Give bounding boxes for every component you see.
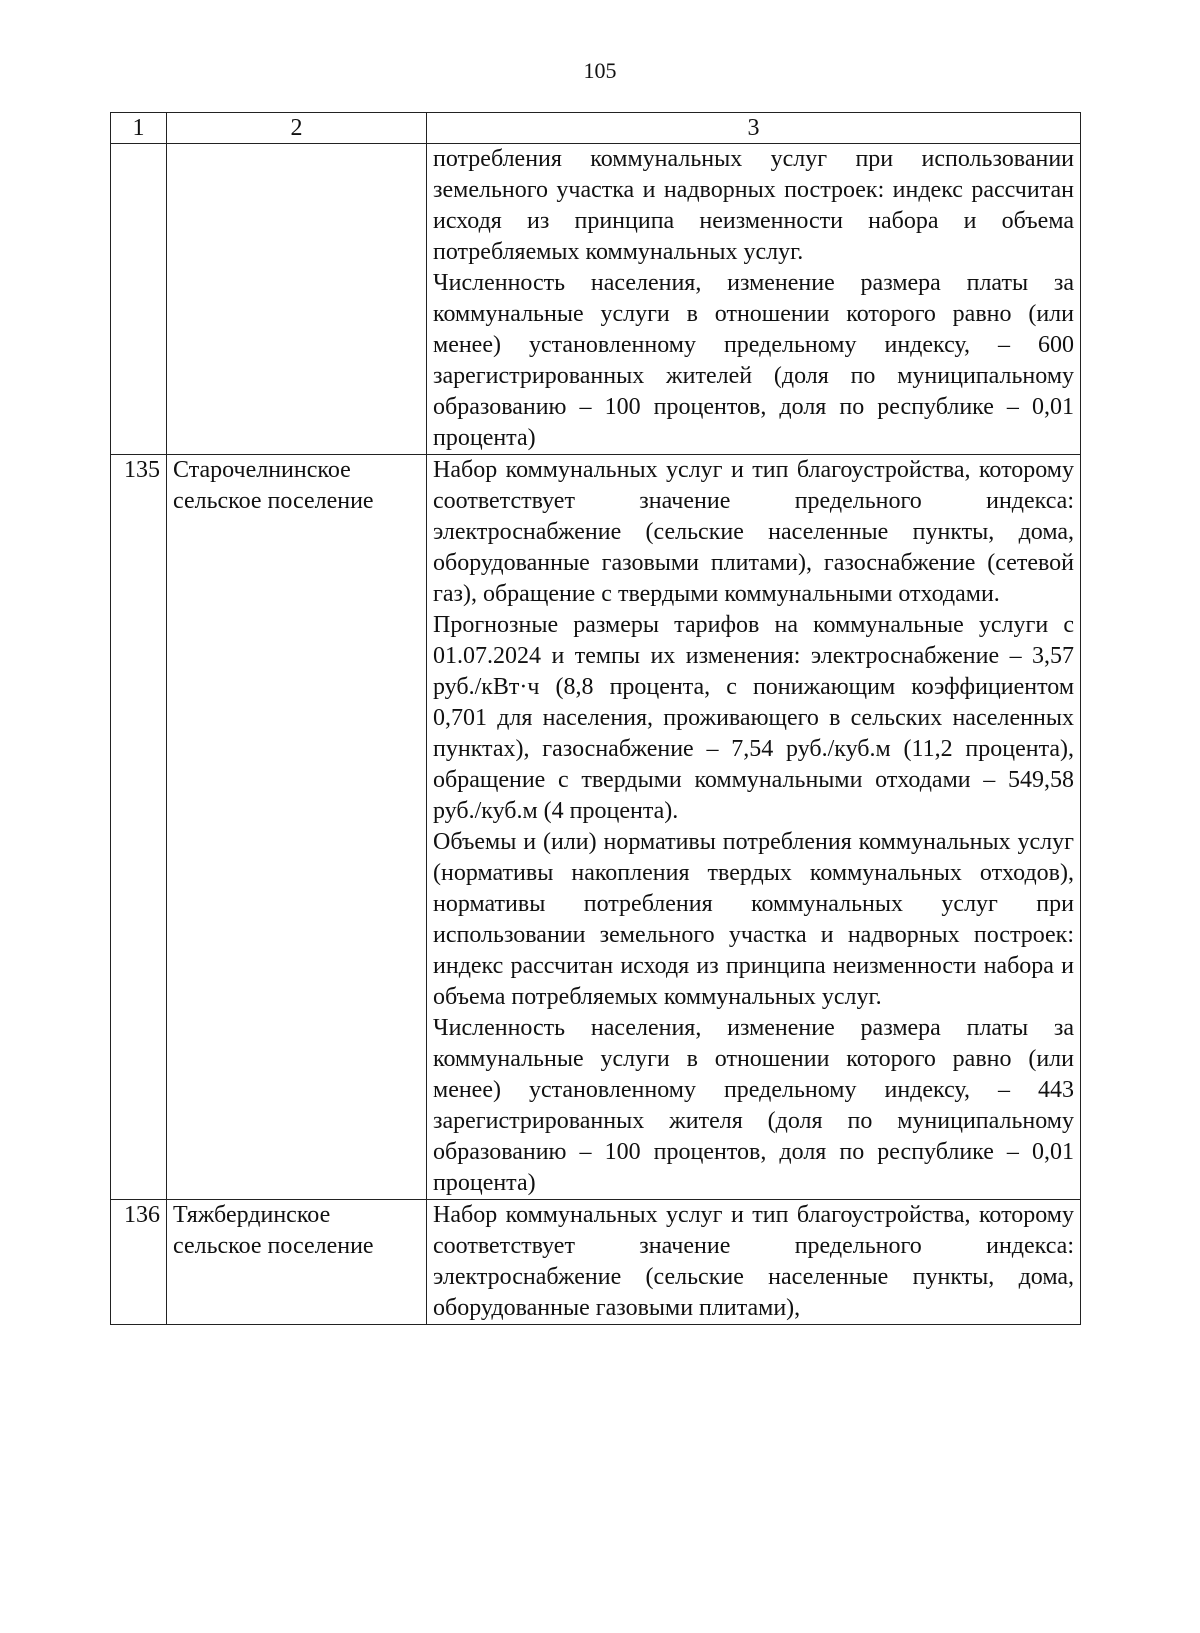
description-paragraph: Объемы и (или) нормативы потребления коммунальных услуг (нормативы накопления твердых коммунальных отходов), нормативы потребления коммунальных услуг при использовании земельного участка и надворных построек: индекс рассчитан исходя из принципа неизменности набора и объема потребляемых коммунальных услуг. — [433, 829, 1074, 1010]
row-description — [427, 1200, 1081, 1325]
settlement-name — [167, 144, 427, 455]
column-header-2: 2 — [167, 113, 427, 144]
column-header-3: 3 — [427, 113, 1081, 144]
row-number — [111, 144, 167, 455]
row-number: 136 — [111, 1200, 167, 1325]
column-header-1: 1 — [111, 113, 167, 144]
settlement-name: Тяжбердинское сельское поселение — [167, 1200, 427, 1325]
description-paragraph: Набор коммунальных услуг и тип благоустройства, которому соответствует значение предельного индекса: электроснабжение (сельские населенные пункты, дома, оборудованные газовыми плитами), газоснабжение (сетевой газ), обращение с твердыми коммунальными отходами. — [433, 457, 1074, 607]
row-description — [427, 455, 1081, 1200]
row-description — [427, 144, 1081, 455]
table-row — [111, 1200, 1081, 1325]
description-paragraph: потребления коммунальных услуг при использовании земельного участка и надворных построек: индекс рассчитан исходя из принципа неизменности набора и объема потребляемых коммунальных услуг. — [433, 146, 1074, 265]
row-number: 135 — [111, 455, 167, 1200]
table-row — [111, 455, 1081, 1200]
description-paragraph: Численность населения, изменение размера платы за коммунальные услуги в отношении которого равно (или менее) установленному предельному индексу, – 443 зарегистрированных жителя (доля по муниципальному образованию – 100 процентов, доля по республике – 0,01 процента) — [433, 1015, 1074, 1196]
page-number: 105 — [583, 58, 617, 83]
settlement-name: Старочелнинское сельское поселение — [167, 455, 427, 1200]
description-paragraph: Численность населения, изменение размера платы за коммунальные услуги в отношении которого равно (или менее) установленному предельному индексу, – 600 зарегистрированных жителей (доля по муниципальному образованию – 100 процентов, доля по республике – 0,01 процента) — [433, 270, 1074, 451]
municipal-index-table — [110, 112, 1081, 1325]
table-header-row — [111, 113, 1081, 144]
description-paragraph: Прогнозные размеры тарифов на коммунальные услуги с 01.07.2024 и темпы их изменения: электроснабжение – 3,57 руб./кВт·ч (8,8 процента, с понижающим коэффициентом 0,701 для населения, проживающего в сельских населенных пунктах), газоснабжение – 7,54 руб./куб.м (11,2 процента), обращение с твердыми коммунальными отходами – 549,58 руб./куб.м (4 процента). — [433, 612, 1074, 824]
description-paragraph: Набор коммунальных услуг и тип благоустройства, которому соответствует значение предельного индекса: электроснабжение (сельские населенные пункты, дома, оборудованные газовыми плитами), — [433, 1202, 1074, 1321]
table-row — [111, 144, 1081, 455]
